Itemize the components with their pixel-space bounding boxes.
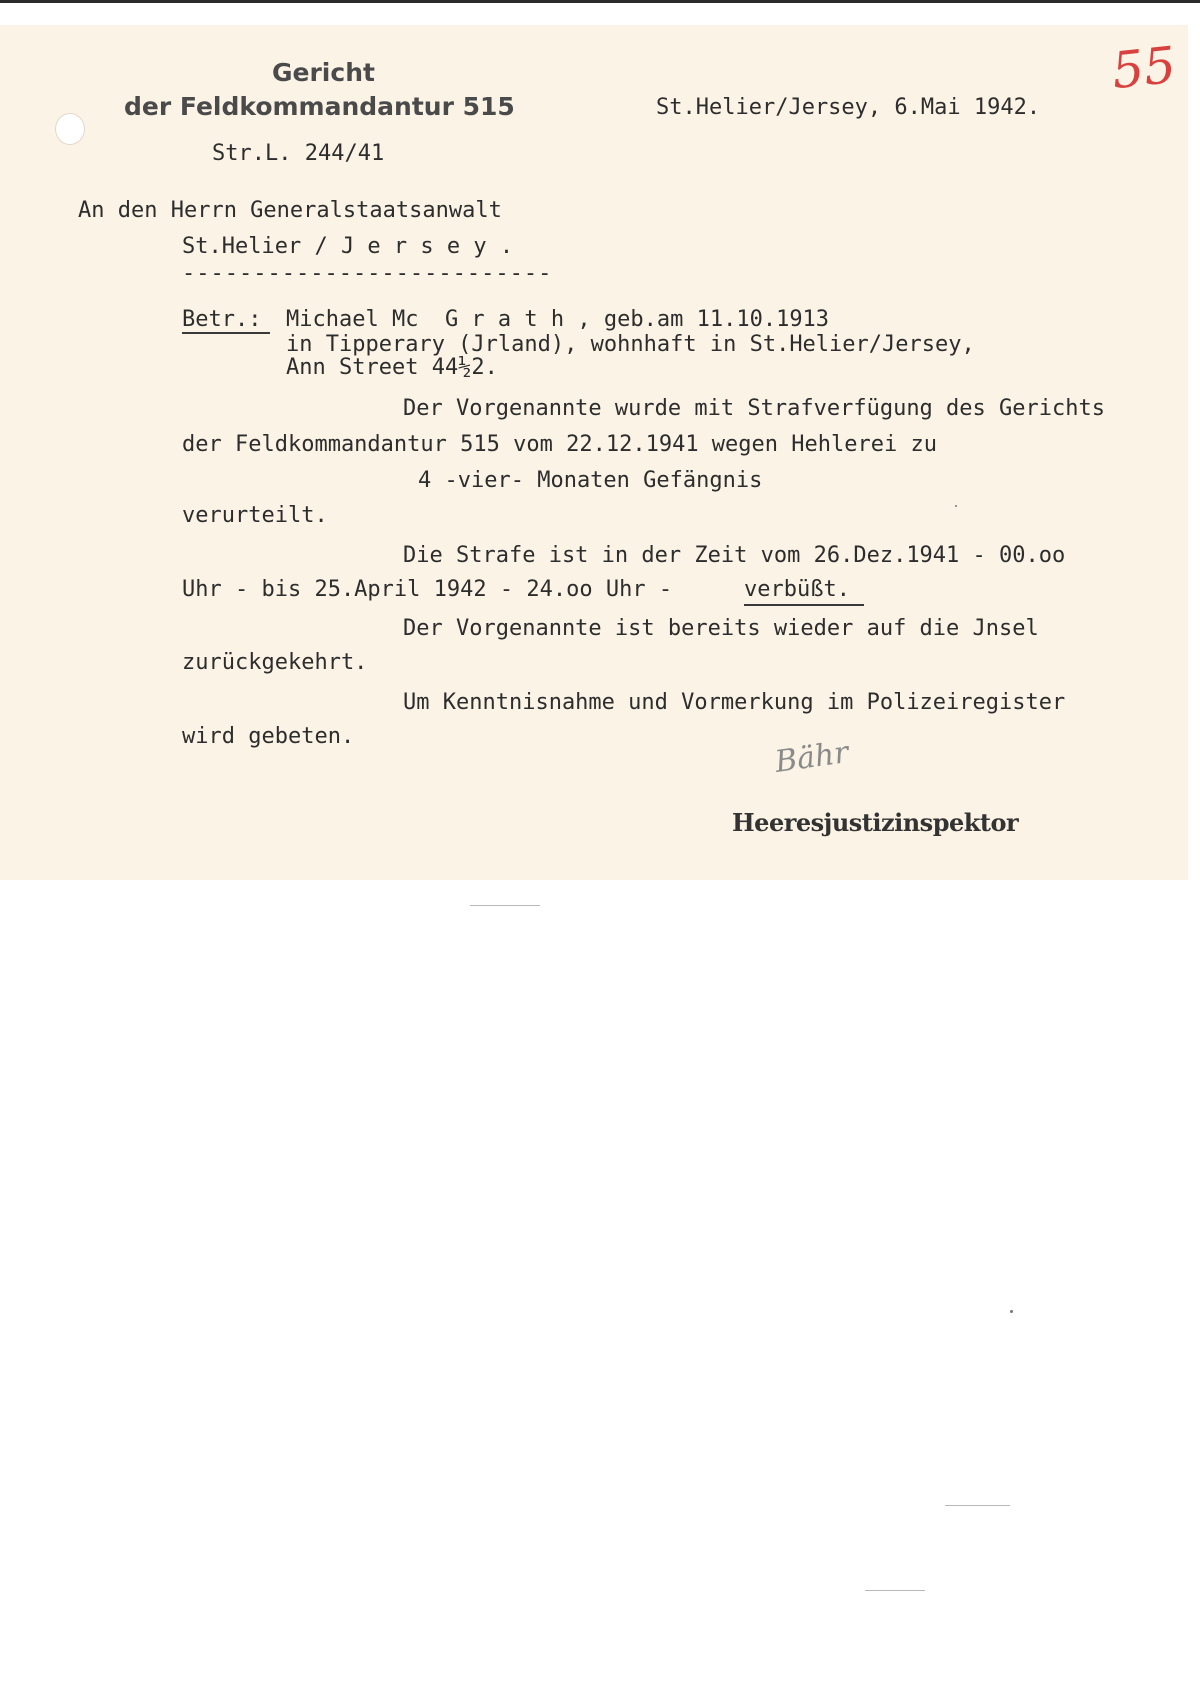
body-p3-line-2: zurückgekehrt. — [182, 650, 368, 675]
scan-streak — [865, 1590, 925, 1591]
signatory-title-stamp: Heeresjustizinspektor — [732, 808, 1019, 837]
subject-label: Betr.: — [182, 307, 262, 332]
scan-streak — [945, 1505, 1010, 1506]
body-p4-line-1: Um Kenntnisnahme und Vormerkung im Polizeiregister — [403, 690, 1066, 715]
scan-margin — [0, 3, 1200, 25]
signature-scribble: Bähr — [772, 735, 851, 780]
body-p2-line-2a: Uhr - bis 25.April 1942 - 24.oo Uhr - — [182, 577, 686, 602]
body-p1-line-4: verurteilt. — [182, 503, 328, 528]
letterhead-office: der Feldkommandantur 515 — [124, 92, 515, 121]
recipient-line-1: An den Herrn Generalstaatsanwalt — [78, 198, 502, 223]
body-p4-line-2: wird gebeten. — [182, 724, 355, 749]
subject-line-2: in Tipperary (Jrland), wohnhaft in St.Helier/Jersey, — [286, 332, 975, 357]
recipient-rule: -------------------------- — [182, 261, 553, 286]
body-p3-line-1: Der Vorgenannte ist bereits wieder auf die Jnsel — [403, 616, 1039, 641]
body-p2-line-2b: verbüßt. — [744, 577, 850, 602]
verbusst-underline — [744, 604, 864, 606]
body-p1-line-2: der Feldkommandantur 515 vom 22.12.1941 wegen Hehlerei zu — [182, 432, 937, 457]
reference-number: Str.L. 244/41 — [212, 141, 385, 166]
subject-line-3: Ann Street 44½2. — [286, 355, 498, 380]
body-p2-line-1: Die Strafe ist in der Zeit vom 26.Dez.1941 - 00.oo — [403, 543, 1066, 568]
scan-speck — [955, 505, 957, 507]
folio-number: 55 — [1109, 35, 1179, 101]
body-p1-line-3: 4 -vier- Monaten Gefängnis — [418, 468, 763, 493]
body-p1-line-1: Der Vorgenannte wurde mit Strafverfügung des Gerichts — [403, 396, 1105, 421]
scan-streak — [470, 905, 540, 906]
date-line: St.Helier/Jersey, 6.Mai 1942. — [656, 95, 1041, 120]
scan-speck — [1010, 1310, 1013, 1313]
recipient-line-2: St.Helier / J e r s e y . — [182, 234, 514, 259]
punch-hole — [55, 113, 85, 145]
subject-line-1: Michael Mc G r a t h , geb.am 11.10.1913 — [286, 307, 830, 332]
subject-label-underline — [182, 332, 270, 334]
letterhead-court: Gericht — [272, 58, 375, 87]
